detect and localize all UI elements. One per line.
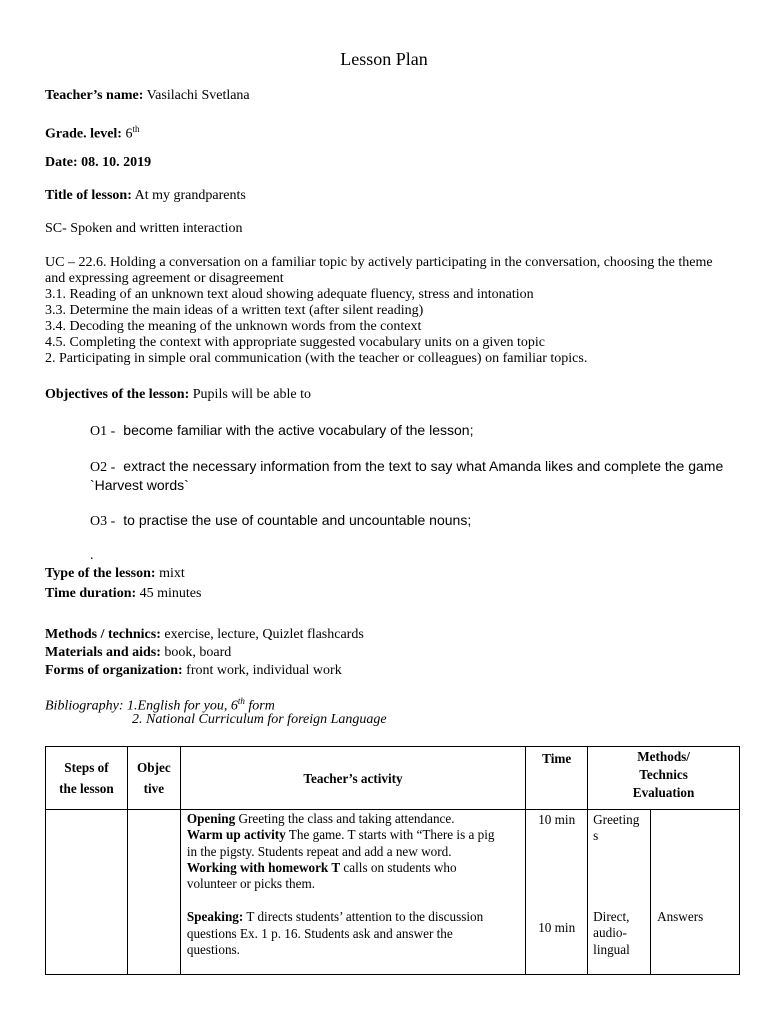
objective-text: to practise the use of countable and uncountable nouns;	[123, 512, 472, 528]
objective-text: become familiar with the active vocabulary of the lesson;	[123, 422, 474, 438]
cell-method: Greeting s Direct, audio- lingual	[588, 810, 651, 975]
objectives-value: Pupils will be able to	[192, 387, 311, 402]
uc-line-1: UC – 22.6. Holding a conversation on a familiar topic by actively participating in the conversation, choosing the theme	[45, 255, 713, 270]
objective-o1	[90, 421, 473, 440]
duration-label: Time duration:	[45, 586, 137, 601]
objectives-line	[45, 387, 311, 403]
cell-time: 10 min 10 min	[526, 810, 588, 975]
objective-o3	[90, 511, 471, 530]
lesson-table	[45, 746, 740, 975]
duration-value: 45 minutes	[139, 586, 202, 601]
uc-block	[45, 255, 713, 367]
duration-line	[45, 586, 201, 602]
lesson-title-line	[45, 188, 246, 204]
grade-value: 6	[125, 126, 133, 142]
grade-label: Grade. level:	[45, 126, 122, 142]
forms-label: Forms of organization:	[45, 663, 183, 678]
teacher-line	[45, 88, 250, 104]
objective-o2	[90, 457, 723, 476]
page-title: Lesson Plan	[340, 49, 428, 69]
bibliography-line-2: 2. National Curriculum for foreign Language	[132, 712, 387, 727]
bibliography-suffix: form	[244, 698, 275, 714]
methods-line	[45, 627, 364, 643]
table-row	[46, 810, 740, 975]
cell-objective	[127, 810, 180, 975]
header-time: Time	[526, 747, 588, 810]
type-label: Type of the lesson:	[45, 566, 156, 581]
materials-label: Materials and aids:	[45, 645, 161, 660]
bibliography-sup: th	[237, 696, 245, 706]
methods-label: Methods / technics:	[45, 627, 161, 642]
forms-line	[45, 663, 342, 679]
uc-item: 2. Participating in simple oral communication (with the teacher or colleagues) on familiar topics.	[45, 351, 588, 366]
bibliography-text: Bibliography: 1.English for you, 6	[45, 698, 238, 714]
objective-text: extract the necessary information from the text to say what Amanda likes and complete the game	[123, 458, 724, 474]
type-value: mixt	[159, 566, 185, 581]
lesson-title-value: At my grandparents	[134, 188, 246, 203]
objectives-label: Objectives of the lesson:	[45, 387, 190, 402]
header-steps: Steps of the lesson	[46, 747, 128, 810]
uc-line-2: and expressing agreement or disagreement	[45, 271, 284, 286]
grade-sup: th	[132, 124, 140, 134]
cell-evaluation: Answers	[651, 810, 740, 975]
cell-steps	[46, 810, 128, 975]
sc-line: SC- Spoken and written interaction	[45, 221, 243, 236]
forms-value: front work, individual work	[186, 663, 342, 678]
date-line	[45, 155, 151, 171]
objective-code: O3 -	[90, 514, 116, 529]
teacher-name: Vasilachi Svetlana	[146, 88, 250, 103]
objective-code: O1 -	[90, 424, 116, 439]
grade-line	[45, 121, 140, 143]
objective-code: O2 -	[90, 460, 116, 475]
objective-o2-line2: `Harvest words`	[90, 477, 189, 493]
date-label: Date: 08. 10. 2019	[45, 155, 152, 170]
stray-dot: .	[90, 548, 94, 563]
teacher-label: Teacher’s name:	[45, 88, 144, 103]
header-methods: Methods/ Technics Evaluation	[588, 747, 740, 810]
materials-line	[45, 645, 231, 661]
lesson-title-label: Title of lesson:	[45, 188, 132, 203]
uc-item: 3.3. Determine the main ideas of a written text (after silent reading)	[45, 303, 424, 318]
header-objective: Objec tive	[127, 747, 180, 810]
uc-item: 3.4. Decoding the meaning of the unknown words from the context	[45, 319, 422, 334]
type-line	[45, 566, 185, 582]
cell-activity: Opening Greeting the class and taking attendance. Warm up activity The game. T starts with “There is a pig in the pigsty. Students repeat and add a new word. Working with homework T calls on students who volunteer or picks them. Speaking: T directs students’ attention to the discussion questions Ex. 1 p. 16. Students ask and answer the questions.	[180, 810, 525, 975]
methods-value: exercise, lecture, Quizlet flashcards	[164, 627, 364, 642]
uc-item: 4.5. Completing the context with appropriate suggested vocabulary units on a given topic	[45, 335, 546, 350]
uc-item: 3.1. Reading of an unknown text aloud showing adequate fluency, stress and intonation	[45, 287, 534, 302]
table-header-row	[46, 747, 740, 810]
materials-value: book, board	[164, 645, 232, 660]
header-activity: Teacher’s activity	[180, 747, 525, 810]
